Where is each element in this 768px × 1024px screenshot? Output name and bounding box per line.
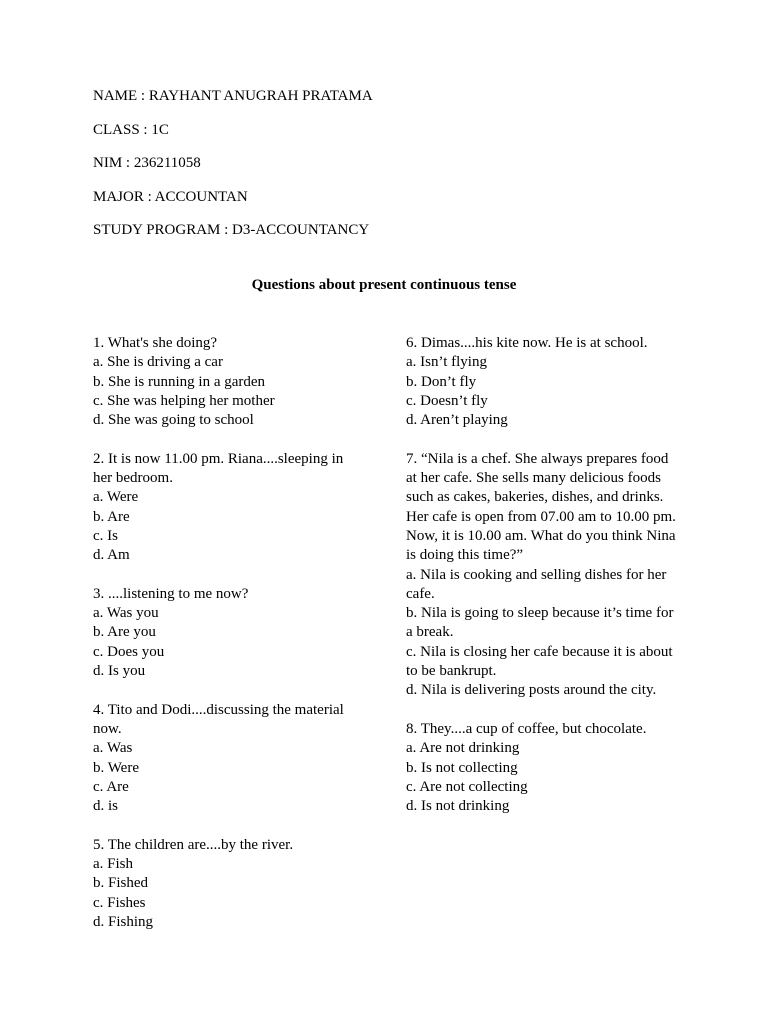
option-b: b. Is not collecting <box>406 759 518 776</box>
option-c: c. Are not collecting <box>406 778 528 795</box>
option-b: b. Are <box>93 508 130 525</box>
question-text: 4. Tito and Dodi....discussing the material now. <box>93 701 344 737</box>
questions-right-column <box>406 334 681 836</box>
option-c: c. Are <box>93 778 129 795</box>
option-d: d. Am <box>93 547 130 564</box>
question-6 <box>406 334 681 430</box>
question-8 <box>406 720 681 816</box>
option-d: d. Is not drinking <box>406 798 510 815</box>
option-b: b. Don’t fly <box>406 373 477 390</box>
option-a: a. Was you <box>93 605 159 622</box>
question-7 <box>406 450 681 701</box>
question-5 <box>93 836 363 932</box>
option-b: b. She is running in a garden <box>93 373 266 390</box>
option-b: b. Nila is going to sleep because it’s time for a break. <box>406 605 674 641</box>
option-a: a. Were <box>93 489 139 506</box>
option-c: c. Is <box>93 527 118 544</box>
option-a: a. Fish <box>93 856 134 873</box>
question-text: 1. What's she doing? <box>93 335 218 351</box>
question-text: 8. They....a cup of coffee, but chocolate. <box>406 720 647 737</box>
option-a: a. Are not drinking <box>406 740 520 757</box>
option-c: c. Doesn’t fly <box>406 392 488 409</box>
option-c: c. She was helping her mother <box>93 392 275 409</box>
option-d: d. She was going to school <box>93 412 254 429</box>
question-2 <box>93 450 363 566</box>
option-a: a. She is driving a car <box>93 354 223 371</box>
question-3 <box>93 585 363 681</box>
option-b: b. Were <box>93 759 139 776</box>
question-text: 5. The children are....by the river. <box>93 836 294 853</box>
option-d: d. Fishing <box>93 913 154 930</box>
question-4 <box>93 701 363 817</box>
option-d: d. Is you <box>93 663 146 680</box>
question-text: 7. “Nila is a chef. She always prepares food at her cafe. She sells many delicious foods such as cakes, bakeries, dishes, and drinks. Her cafe is open from 07.00 am to 10.00 pm. Now, it is 10.00 am. What do you think Nina is doing this time?” <box>406 450 676 564</box>
option-a: a. Was <box>93 740 133 757</box>
question-text: 6. Dimas....his kite now. He is at school. <box>406 335 648 351</box>
option-d: d. Nila is delivering posts around the city. <box>406 682 657 699</box>
student-info <box>93 87 373 255</box>
question-text: 3. ....listening to me now? <box>93 585 249 602</box>
option-d: d. Aren’t playing <box>406 412 508 429</box>
study-program-line: STUDY PROGRAM : D3-ACCOUNTANCY <box>93 222 370 238</box>
questions-left-column <box>93 334 363 952</box>
option-c: c. Nila is closing her cafe because it is about to be bankrupt. <box>406 643 673 680</box>
question-1 <box>93 334 363 430</box>
option-a: a. Isn’t flying <box>406 354 487 371</box>
nim-line: NIM : 236211058 <box>93 155 201 171</box>
option-a: a. Nila is cooking and selling dishes for her cafe. <box>406 566 667 602</box>
name-line: NAME : RAYHANT ANUGRAH PRATAMA <box>93 88 373 104</box>
option-b: b. Are you <box>93 624 156 641</box>
option-b: b. Fished <box>93 875 149 892</box>
question-text: 2. It is now 11.00 pm. Riana....sleeping in her bedroom. <box>93 450 344 487</box>
option-c: c. Fishes <box>93 894 146 911</box>
page-title: Questions about present continuous tense <box>251 277 517 293</box>
option-d: d. is <box>93 798 119 815</box>
option-c: c. Does you <box>93 643 165 660</box>
class-line: CLASS : 1C <box>93 121 169 138</box>
major-line: MAJOR : ACCOUNTAN <box>93 188 248 205</box>
